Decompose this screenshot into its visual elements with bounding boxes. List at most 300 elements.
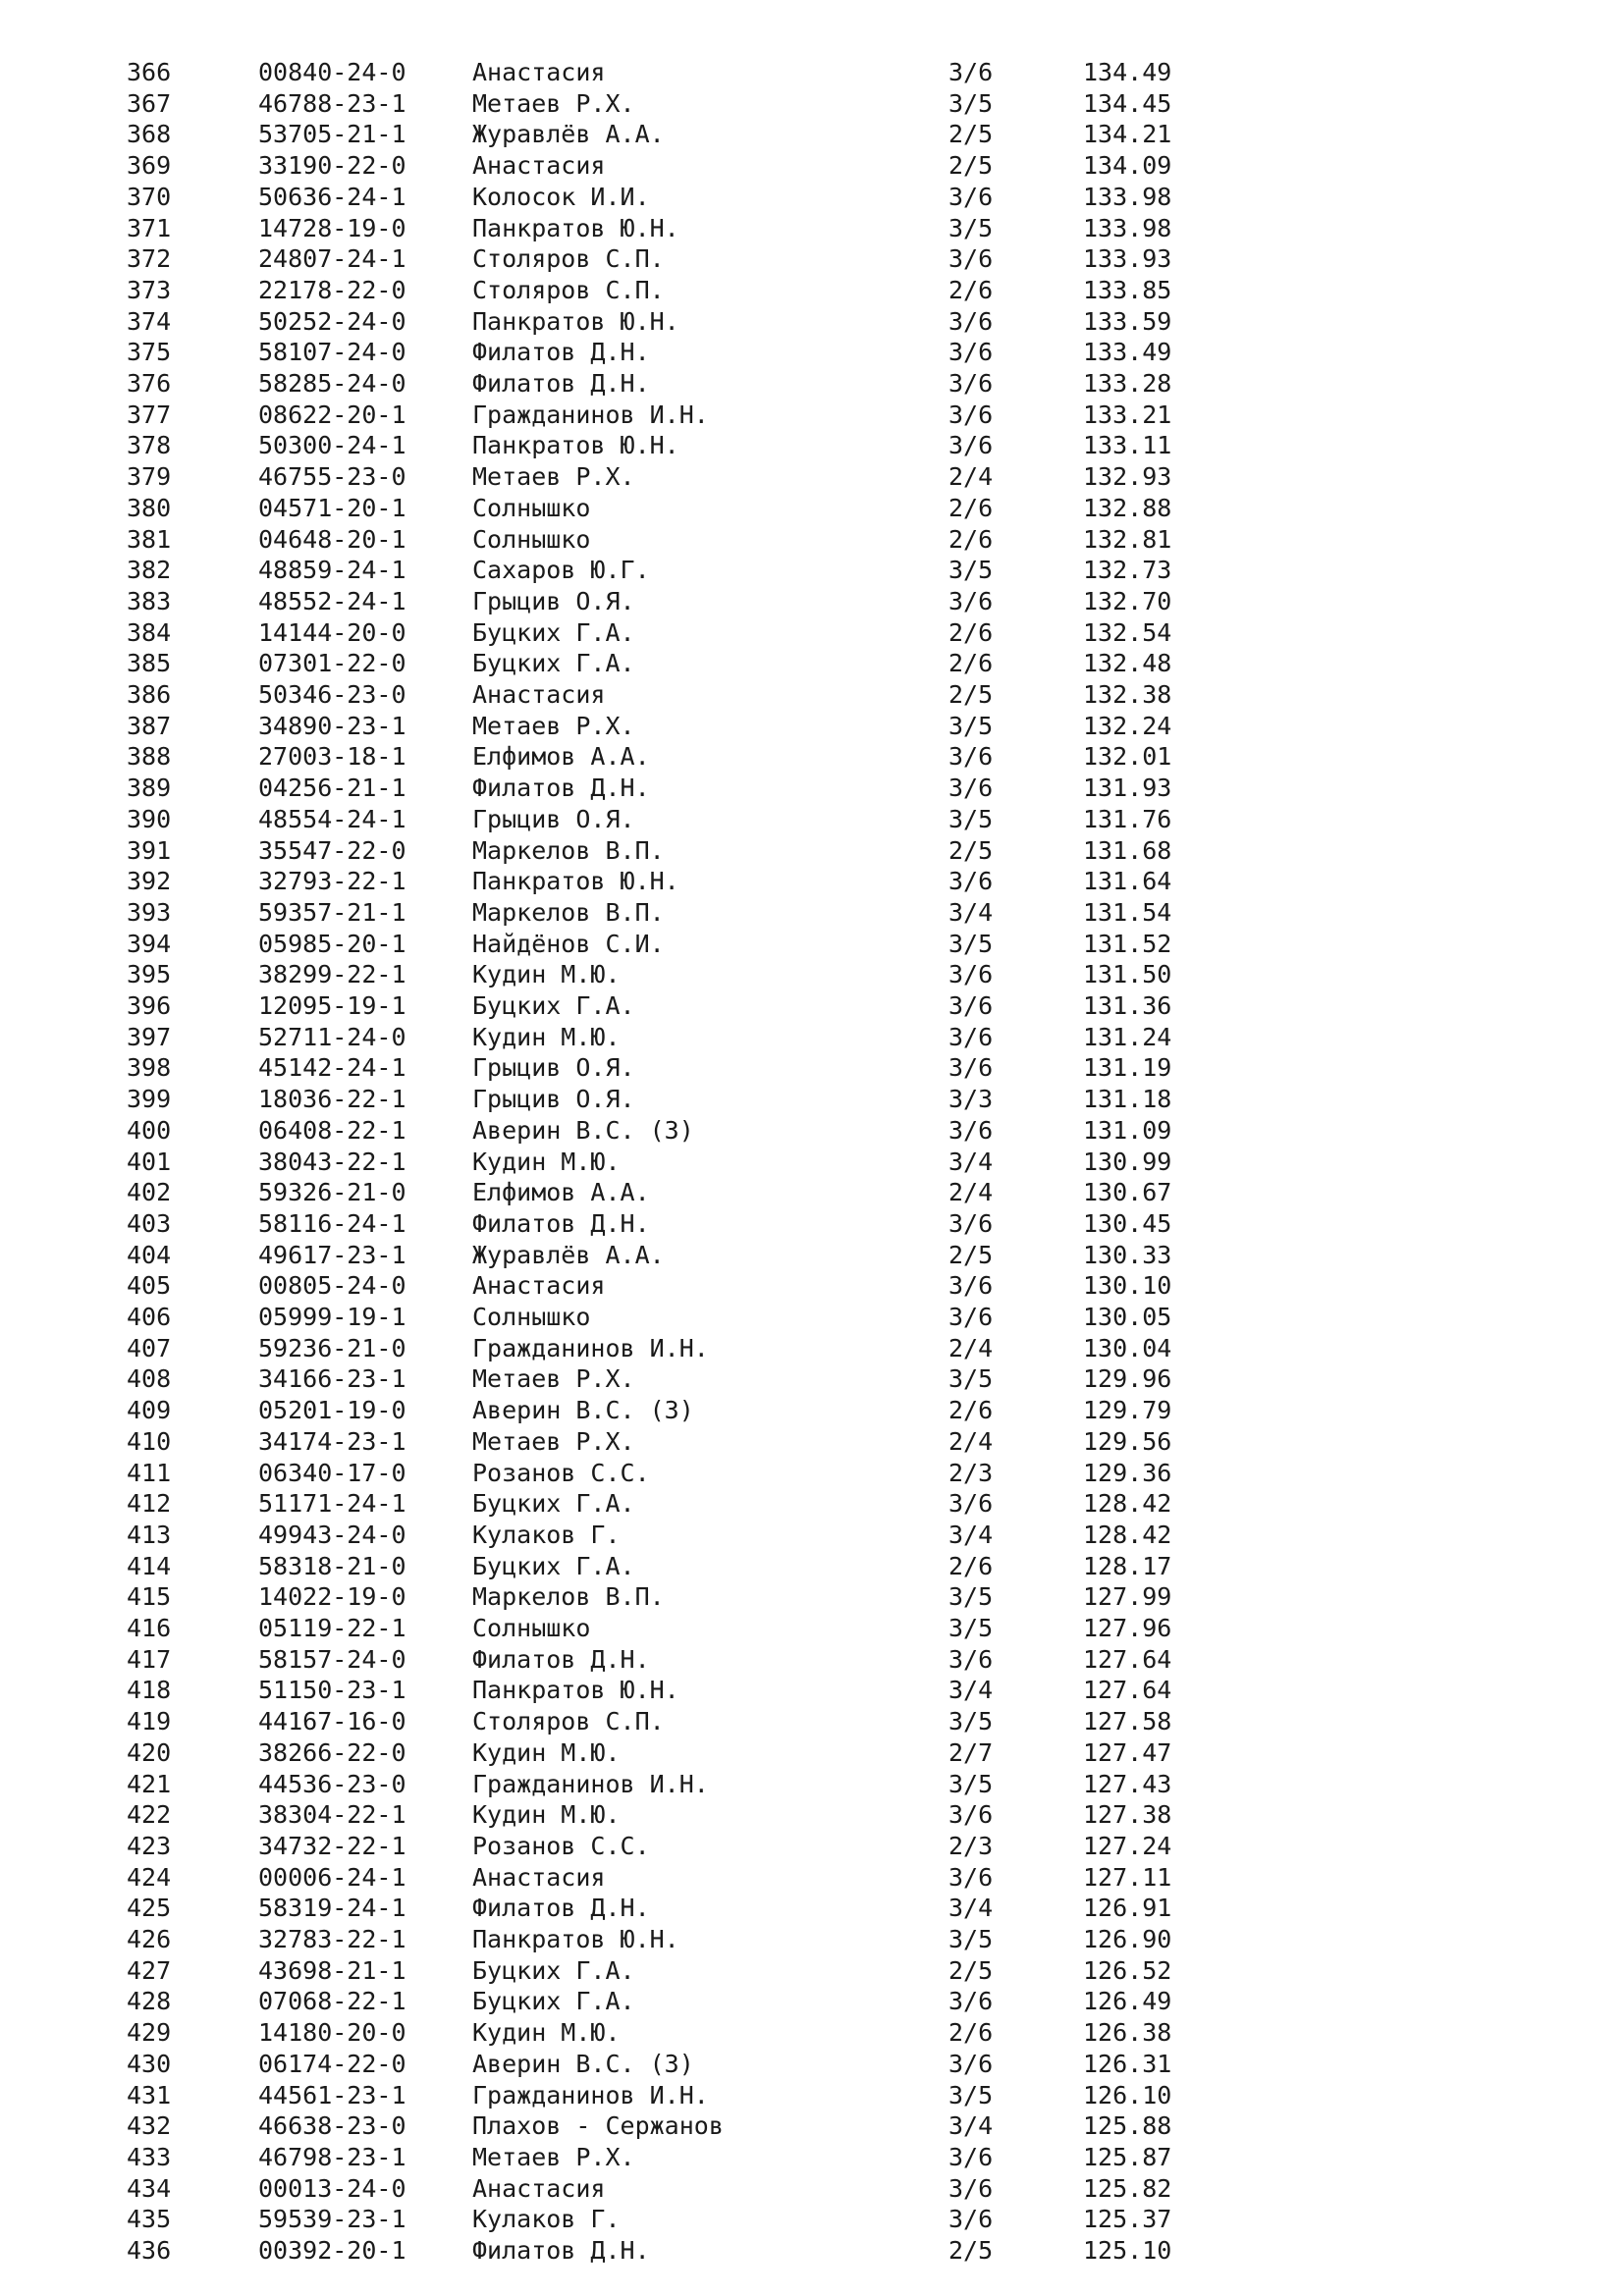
row-number: 392: [127, 867, 172, 896]
list-row: [0, 2204, 1624, 2235]
row-fraction: 3/5: [948, 556, 994, 585]
row-score: 131.64: [1083, 867, 1172, 896]
row-score: 127.99: [1083, 1582, 1172, 1612]
row-fraction: 2/3: [948, 1458, 994, 1487]
row-name: Буцких Г.А.: [472, 991, 635, 1020]
row-number: 388: [127, 742, 172, 772]
row-number: 434: [127, 2173, 172, 2203]
row-number: 431: [127, 2080, 172, 2109]
list-row: [0, 524, 1624, 556]
row-number: 420: [127, 1737, 172, 1767]
row-name: Буцких Г.А.: [472, 1489, 635, 1519]
list-row: [0, 275, 1624, 306]
row-fraction: 2/6: [948, 1551, 994, 1580]
row-code: 44561-23-1: [258, 2080, 406, 2109]
row-code: 49943-24-0: [258, 1520, 406, 1549]
row-number: 391: [127, 835, 172, 865]
row-fraction: 2/6: [948, 617, 994, 647]
list-row: [0, 1363, 1624, 1395]
list-row: [0, 1581, 1624, 1613]
row-score: 131.68: [1083, 835, 1172, 865]
row-fraction: 2/6: [948, 2018, 994, 2048]
row-name: Метаев Р.Х.: [472, 711, 635, 740]
row-number: 389: [127, 774, 172, 803]
list-row: [0, 555, 1624, 586]
row-name: Аверин В.С. (З): [472, 2049, 694, 2078]
row-name: Кулаков Г.: [472, 1520, 621, 1549]
list-row: [0, 1022, 1624, 1053]
row-score: 133.93: [1083, 244, 1172, 274]
row-number: 405: [127, 1271, 172, 1301]
row-code: 07301-22-0: [258, 649, 406, 678]
row-name: Солнышко: [472, 493, 591, 522]
row-score: 127.11: [1083, 1862, 1172, 1892]
row-code: 58107-24-0: [258, 338, 406, 367]
list-row: [0, 1644, 1624, 1676]
row-fraction: 2/4: [948, 462, 994, 492]
list-row: [0, 1208, 1624, 1240]
row-code: 14144-20-0: [258, 617, 406, 647]
row-name: Метаев Р.Х.: [472, 1364, 635, 1394]
row-number: 412: [127, 1489, 172, 1519]
row-score: 132.24: [1083, 711, 1172, 740]
row-fraction: 3/5: [948, 711, 994, 740]
row-score: 126.10: [1083, 2080, 1172, 2109]
row-score: 131.52: [1083, 929, 1172, 958]
row-name: Маркелов В.П.: [472, 1582, 665, 1612]
row-name: Филатов Д.Н.: [472, 774, 650, 803]
row-score: 131.19: [1083, 1053, 1172, 1083]
row-code: 32783-22-1: [258, 1925, 406, 1953]
row-number: 430: [127, 2049, 172, 2078]
row-number: 410: [127, 1426, 172, 1456]
row-code: 14180-20-0: [258, 2018, 406, 2048]
row-score: 131.54: [1083, 897, 1172, 927]
row-number: 421: [127, 1769, 172, 1798]
row-name: Кудин М.Ю.: [472, 2018, 621, 2048]
row-code: 05999-19-1: [258, 1303, 406, 1331]
row-name: Анастасия: [472, 680, 606, 709]
list-row: [0, 119, 1624, 150]
row-number: 372: [127, 244, 172, 274]
row-number: 379: [127, 462, 172, 492]
row-name: Аверин В.С. (З): [472, 1396, 694, 1425]
row-score: 134.45: [1083, 88, 1172, 118]
list-row: [0, 1986, 1624, 2017]
row-code: 34732-22-1: [258, 1831, 406, 1860]
row-code: 00805-24-0: [258, 1271, 406, 1301]
row-code: 53705-21-1: [258, 120, 406, 149]
row-fraction: 3/6: [948, 991, 994, 1020]
row-fraction: 3/4: [948, 1894, 994, 1923]
row-code: 14728-19-0: [258, 213, 406, 242]
row-score: 126.38: [1083, 2018, 1172, 2048]
list-row: [0, 1147, 1624, 1178]
row-code: 58285-24-0: [258, 369, 406, 398]
row-name: Солнышко: [472, 1303, 591, 1331]
row-code: 52711-24-0: [258, 1022, 406, 1051]
row-code: 48859-24-1: [258, 556, 406, 585]
row-score: 129.56: [1083, 1426, 1172, 1456]
row-fraction: 2/6: [948, 524, 994, 554]
row-score: 131.09: [1083, 1115, 1172, 1145]
row-code: 38043-22-1: [258, 1147, 406, 1176]
row-fraction: 3/6: [948, 1053, 994, 1083]
row-score: 133.49: [1083, 338, 1172, 367]
row-fraction: 2/5: [948, 120, 994, 149]
row-score: 127.24: [1083, 1831, 1172, 1860]
row-number: 402: [127, 1178, 172, 1207]
row-number: 369: [127, 151, 172, 181]
row-name: Столяров С.П.: [472, 275, 665, 304]
row-code: 00840-24-0: [258, 58, 406, 86]
row-score: 126.52: [1083, 1955, 1172, 1985]
row-number: 368: [127, 120, 172, 149]
row-score: 125.87: [1083, 2142, 1172, 2171]
row-fraction: 3/5: [948, 1582, 994, 1612]
list-row: [0, 2017, 1624, 2049]
row-code: 46638-23-0: [258, 2111, 406, 2141]
row-name: Грыцив О.Я.: [472, 586, 635, 615]
row-name: Кулаков Г.: [472, 2205, 621, 2234]
row-number: 383: [127, 586, 172, 615]
row-name: Грыцив О.Я.: [472, 1085, 635, 1114]
row-number: 428: [127, 1987, 172, 2016]
row-fraction: 2/4: [948, 1333, 994, 1362]
row-name: Маркелов В.П.: [472, 835, 665, 865]
row-name: Журавлёв А.А.: [472, 120, 665, 149]
row-fraction: 3/6: [948, 306, 994, 336]
row-score: 125.88: [1083, 2111, 1172, 2141]
row-number: 422: [127, 1800, 172, 1830]
list-row: [0, 1799, 1624, 1831]
row-code: 58116-24-1: [258, 1208, 406, 1238]
row-name: Филатов Д.Н.: [472, 1208, 650, 1238]
row-code: 34166-23-1: [258, 1364, 406, 1394]
list-row: [0, 804, 1624, 835]
row-score: 132.88: [1083, 493, 1172, 522]
row-code: 58157-24-0: [258, 1644, 406, 1674]
row-number: 432: [127, 2111, 172, 2141]
row-code: 14022-19-0: [258, 1582, 406, 1612]
row-name: Метаев Р.Х.: [472, 462, 635, 492]
row-name: Панкратов Ю.Н.: [472, 431, 679, 460]
row-fraction: 2/5: [948, 151, 994, 181]
row-number: 380: [127, 493, 172, 522]
row-name: Кудин М.Ю.: [472, 1737, 621, 1767]
row-fraction: 2/5: [948, 1955, 994, 1985]
row-score: 132.54: [1083, 617, 1172, 647]
list-row: [0, 835, 1624, 867]
row-score: 133.98: [1083, 213, 1172, 242]
row-number: 366: [127, 58, 172, 86]
row-score: 131.18: [1083, 1085, 1172, 1114]
row-fraction: 3/6: [948, 742, 994, 772]
row-name: Кудин М.Ю.: [472, 960, 621, 989]
row-name: Грыцив О.Я.: [472, 804, 635, 833]
list-row: [0, 2173, 1624, 2205]
row-code: 59236-21-0: [258, 1333, 406, 1362]
list-row: [0, 1333, 1624, 1364]
row-score: 126.49: [1083, 1987, 1172, 2016]
list-row: [0, 213, 1624, 244]
row-score: 131.36: [1083, 991, 1172, 1020]
list-row: [0, 1395, 1624, 1426]
row-code: 49617-23-1: [258, 1240, 406, 1269]
row-name: Анастасия: [472, 151, 606, 181]
row-number: 419: [127, 1707, 172, 1736]
row-code: 38266-22-0: [258, 1737, 406, 1767]
list-row: [0, 1426, 1624, 1458]
row-fraction: 3/6: [948, 1800, 994, 1830]
row-fraction: 2/4: [948, 1178, 994, 1207]
list-row: [0, 1862, 1624, 1894]
row-code: 46788-23-1: [258, 88, 406, 118]
row-fraction: 2/5: [948, 835, 994, 865]
row-fraction: 3/6: [948, 369, 994, 398]
list-row: [0, 679, 1624, 711]
row-score: 131.76: [1083, 804, 1172, 833]
row-fraction: 3/6: [948, 338, 994, 367]
row-score: 130.67: [1083, 1178, 1172, 1207]
row-code: 06408-22-1: [258, 1115, 406, 1145]
row-number: 424: [127, 1862, 172, 1892]
row-fraction: 3/5: [948, 1364, 994, 1394]
row-number: 404: [127, 1240, 172, 1269]
list-row: [0, 1924, 1624, 1955]
row-number: 370: [127, 182, 172, 211]
row-name: Метаев Р.Х.: [472, 2142, 635, 2171]
list-row: [0, 959, 1624, 990]
list-row: [0, 1115, 1624, 1147]
list-row: [0, 1177, 1624, 1208]
row-score: 130.05: [1083, 1303, 1172, 1331]
row-code: 58318-21-0: [258, 1551, 406, 1580]
list-row: [0, 1613, 1624, 1644]
list-row: [0, 1955, 1624, 1987]
list-row: [0, 306, 1624, 338]
row-name: Филатов Д.Н.: [472, 1894, 650, 1923]
row-code: 27003-18-1: [258, 742, 406, 772]
row-score: 127.38: [1083, 1800, 1172, 1830]
row-score: 127.96: [1083, 1614, 1172, 1642]
row-number: 414: [127, 1551, 172, 1580]
row-score: 132.73: [1083, 556, 1172, 585]
row-number: 417: [127, 1644, 172, 1674]
row-fraction: 3/4: [948, 1147, 994, 1176]
list-row: [0, 2080, 1624, 2111]
row-number: 374: [127, 306, 172, 336]
row-score: 131.50: [1083, 960, 1172, 989]
list-row: [0, 866, 1624, 897]
row-number: 390: [127, 804, 172, 833]
row-name: Кудин М.Ю.: [472, 1147, 621, 1176]
row-fraction: 3/6: [948, 774, 994, 803]
row-number: 393: [127, 897, 172, 927]
row-name: Розанов С.С.: [472, 1458, 650, 1487]
row-code: 34174-23-1: [258, 1426, 406, 1456]
row-number: 384: [127, 617, 172, 647]
row-score: 127.58: [1083, 1707, 1172, 1736]
row-number: 406: [127, 1303, 172, 1331]
row-name: Панкратов Ю.Н.: [472, 213, 679, 242]
list-row: [0, 400, 1624, 431]
list-row: [0, 773, 1624, 804]
row-fraction: 2/7: [948, 1737, 994, 1767]
row-name: Журавлёв А.А.: [472, 1240, 665, 1269]
row-number: 385: [127, 649, 172, 678]
row-name: Столяров С.П.: [472, 244, 665, 274]
row-code: 48554-24-1: [258, 804, 406, 833]
row-score: 130.45: [1083, 1208, 1172, 1238]
row-name: Буцких Г.А.: [472, 1987, 635, 2016]
row-name: Панкратов Ю.Н.: [472, 1676, 679, 1705]
row-name: Сахаров Ю.Г.: [472, 556, 650, 585]
row-number: 413: [127, 1520, 172, 1549]
row-number: 427: [127, 1955, 172, 1985]
row-score: 134.21: [1083, 120, 1172, 149]
list-row: [0, 182, 1624, 213]
list-row: [0, 243, 1624, 275]
row-fraction: 3/3: [948, 1085, 994, 1114]
row-score: 133.11: [1083, 431, 1172, 460]
row-fraction: 2/6: [948, 649, 994, 678]
row-code: 08622-20-1: [258, 400, 406, 429]
row-number: 416: [127, 1614, 172, 1642]
row-fraction: 2/6: [948, 493, 994, 522]
row-fraction: 3/6: [948, 867, 994, 896]
row-code: 04256-21-1: [258, 774, 406, 803]
row-fraction: 3/6: [948, 586, 994, 615]
list-row: [0, 1551, 1624, 1582]
row-fraction: 3/4: [948, 897, 994, 927]
row-fraction: 2/3: [948, 1831, 994, 1860]
row-fraction: 3/5: [948, 804, 994, 833]
row-code: 18036-22-1: [258, 1085, 406, 1114]
row-name: Солнышко: [472, 1614, 591, 1642]
row-score: 126.31: [1083, 2049, 1172, 2078]
list-row: [0, 1270, 1624, 1302]
row-number: 387: [127, 711, 172, 740]
row-name: Анастасия: [472, 1862, 606, 1892]
row-score: 126.91: [1083, 1894, 1172, 1923]
row-code: 33190-22-0: [258, 151, 406, 181]
row-fraction: 3/6: [948, 2205, 994, 2234]
row-code: 07068-22-1: [258, 1987, 406, 2016]
row-score: 132.48: [1083, 649, 1172, 678]
list-row: [0, 1831, 1624, 1862]
row-score: 134.49: [1083, 58, 1172, 86]
row-number: 397: [127, 1022, 172, 1051]
row-score: 125.37: [1083, 2205, 1172, 2234]
row-fraction: 3/6: [948, 1987, 994, 2016]
list-row: [0, 1675, 1624, 1706]
list-row: [0, 586, 1624, 617]
row-code: 12095-19-1: [258, 991, 406, 1020]
row-code: 59357-21-1: [258, 897, 406, 927]
row-code: 05119-22-1: [258, 1614, 406, 1642]
list-row: [0, 1458, 1624, 1489]
row-number: 407: [127, 1333, 172, 1362]
row-score: 130.10: [1083, 1271, 1172, 1301]
list-row: [0, 1052, 1624, 1084]
row-name: Панкратов Ю.Н.: [472, 306, 679, 336]
row-fraction: 3/4: [948, 2111, 994, 2141]
row-name: Филатов Д.Н.: [472, 369, 650, 398]
row-score: 128.42: [1083, 1489, 1172, 1519]
list-row: [0, 493, 1624, 524]
list-row: [0, 1488, 1624, 1520]
row-code: 44536-23-0: [258, 1769, 406, 1798]
list-row: [0, 461, 1624, 493]
row-code: 04571-20-1: [258, 493, 406, 522]
row-name: Буцких Г.А.: [472, 617, 635, 647]
row-number: 429: [127, 2018, 172, 2048]
row-name: Грыцив О.Я.: [472, 1053, 635, 1083]
row-code: 00006-24-1: [258, 1862, 406, 1892]
row-score: 129.79: [1083, 1396, 1172, 1425]
row-code: 48552-24-1: [258, 586, 406, 615]
row-number: 426: [127, 1925, 172, 1953]
row-fraction: 3/6: [948, 1862, 994, 1892]
row-name: Солнышко: [472, 524, 591, 554]
row-name: Анастасия: [472, 2173, 606, 2203]
row-number: 409: [127, 1396, 172, 1425]
row-code: 58319-24-1: [258, 1894, 406, 1923]
row-fraction: 3/6: [948, 1644, 994, 1674]
row-code: 59326-21-0: [258, 1178, 406, 1207]
row-name: Метаев Р.Х.: [472, 1426, 635, 1456]
row-name: Елфимов А.А.: [472, 742, 650, 772]
row-fraction: 3/6: [948, 1115, 994, 1145]
list-row: [0, 2142, 1624, 2173]
row-number: 400: [127, 1115, 172, 1145]
row-code: 38304-22-1: [258, 1800, 406, 1830]
list-row: [0, 1893, 1624, 1924]
list-row: [0, 1302, 1624, 1333]
row-code: 46798-23-1: [258, 2142, 406, 2171]
row-fraction: 2/4: [948, 1426, 994, 1456]
row-fraction: 3/6: [948, 1208, 994, 1238]
row-name: Столяров С.П.: [472, 1707, 665, 1736]
row-code: 32793-22-1: [258, 867, 406, 896]
row-score: 125.82: [1083, 2173, 1172, 2203]
row-name: Филатов Д.Н.: [472, 1644, 650, 1674]
row-fraction: 3/5: [948, 88, 994, 118]
row-number: 425: [127, 1894, 172, 1923]
row-code: 34890-23-1: [258, 711, 406, 740]
list-row: [0, 1520, 1624, 1551]
row-code: 35547-22-0: [258, 835, 406, 865]
row-fraction: 3/6: [948, 960, 994, 989]
row-number: 401: [127, 1147, 172, 1176]
row-name: Плахов - Сержанов: [472, 2111, 724, 2141]
row-score: 127.47: [1083, 1737, 1172, 1767]
row-number: 415: [127, 1582, 172, 1612]
row-score: 132.38: [1083, 680, 1172, 709]
row-fraction: 3/6: [948, 1489, 994, 1519]
row-code: 05201-19-0: [258, 1396, 406, 1425]
row-number: 411: [127, 1458, 172, 1487]
row-number: 436: [127, 2236, 172, 2265]
row-number: 395: [127, 960, 172, 989]
list-row: [0, 617, 1624, 649]
row-number: 367: [127, 88, 172, 118]
row-score: 126.90: [1083, 1925, 1172, 1953]
row-name: Буцких Г.А.: [472, 1955, 635, 1985]
row-fraction: 3/6: [948, 431, 994, 460]
row-number: 398: [127, 1053, 172, 1083]
